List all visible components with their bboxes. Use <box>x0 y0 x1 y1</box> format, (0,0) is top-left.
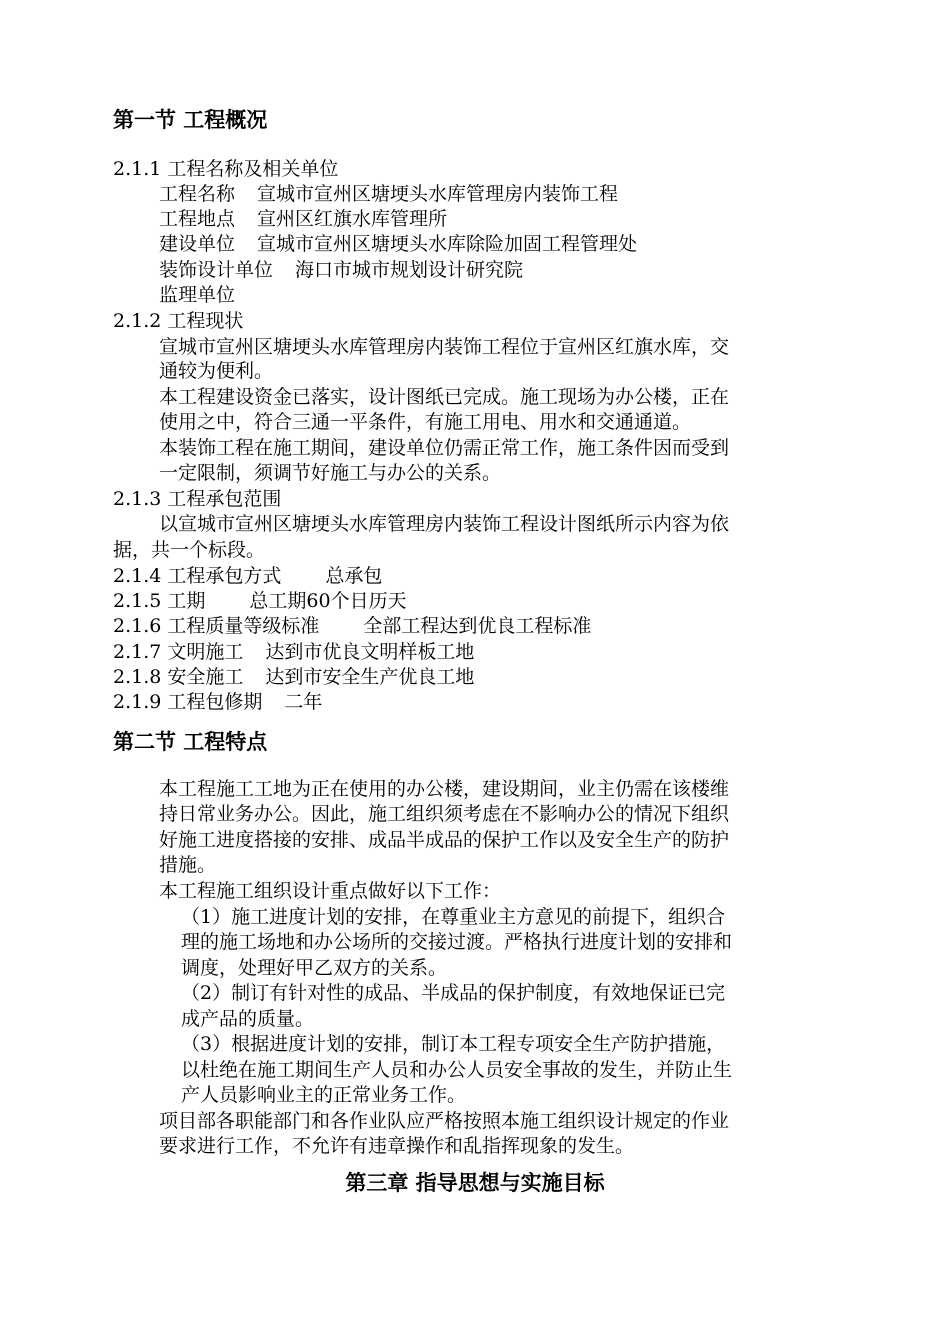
item-1-line-3: 调度，处理好甲乙双方的关系。 <box>181 957 448 979</box>
civilized-label: 2.1.7 文明施工 <box>113 641 244 663</box>
scope-para-line-2: 据，共一个标段。 <box>113 539 266 561</box>
contract-mode-label: 2.1.4 工程承包方式 <box>113 565 282 587</box>
safety-label: 2.1.8 安全施工 <box>113 666 244 688</box>
project-name-row <box>159 182 618 206</box>
scope-para-line-1: 以宣城市宣州区塘埂头水库管理房内装饰工程设计图纸所示内容为依 <box>159 513 730 535</box>
quality-label: 2.1.6 工程质量等级标准 <box>113 615 320 637</box>
status-para-2-line-2: 使用之中，符合三通一平条件，有施工用电、用水和交通通道。 <box>159 411 692 433</box>
status-para-3-line-1: 本装饰工程在施工期间，建设单位仍需正常工作，施工条件因而受到 <box>159 437 730 459</box>
contract-mode-value: 总承包 <box>325 565 383 587</box>
item-1-line-2: 理的施工场地和办公场所的交接过渡。严格执行进度计划的安排和 <box>181 931 733 953</box>
subsection-2-1-3: 2.1.3 工程承包范围 <box>113 488 282 510</box>
requirement-para-line-2: 要求进行工作，不允许有违章操作和乱指挥现象的发生。 <box>159 1135 635 1157</box>
subsection-2-1-6 <box>113 614 591 638</box>
item-3-line-2: 以杜绝在施工期间生产人员和办公人员安全事故的发生，并防止生 <box>181 1059 733 1081</box>
owner-label: 建设单位 <box>159 233 236 255</box>
subsection-2-1-1: 2.1.1 工程名称及相关单位 <box>113 158 339 180</box>
item-3-line-3: 产人员影响业主的正常业务工作。 <box>181 1084 467 1106</box>
safety-value: 达到市安全生产优良工地 <box>265 666 475 688</box>
quality-value: 全部工程达到优良工程标准 <box>363 615 592 637</box>
subsection-2-1-8 <box>113 665 474 689</box>
status-para-2-line-1: 本工程建设资金已落实，设计图纸已完成。施工现场为办公楼，正在 <box>159 386 730 408</box>
designer-label: 装饰设计单位 <box>159 259 274 281</box>
key-work-intro: 本工程施工组织设计重点做好以下工作： <box>159 880 502 902</box>
subsection-2-1-2: 2.1.2 工程现状 <box>113 310 244 332</box>
subsection-2-1-5 <box>113 589 407 613</box>
duration-value: 总工期60个日历天 <box>249 590 407 612</box>
item-1-line-1: （1）施工进度计划的安排，在尊重业主方意见的前提下，组织合 <box>181 906 726 928</box>
warranty-label: 2.1.9 工程包修期 <box>113 691 263 713</box>
project-name-value: 宣城市宣州区塘埂头水库管理房内装饰工程 <box>257 183 619 205</box>
section-1-heading: 第一节 工程概况 <box>113 108 268 132</box>
project-site-value: 宣州区红旗水库管理所 <box>257 208 448 230</box>
status-para-1-line-1: 宣城市宣州区塘埂头水库管理房内装饰工程位于宣州区红旗水库，交 <box>159 336 730 358</box>
section-2-heading: 第二节 工程特点 <box>113 730 268 754</box>
designer-row <box>159 258 523 282</box>
features-para-line-1: 本工程施工工地为正在使用的办公楼，建设期间，业主仍需在该楼维 <box>159 778 730 800</box>
subsection-2-1-4 <box>113 564 382 588</box>
subsection-2-1-9 <box>113 690 322 714</box>
features-para-line-3: 好施工进度搭接的安排、成品半成品的保护工作以及安全生产的防护 <box>159 829 730 851</box>
subsection-2-1-7 <box>113 640 474 664</box>
duration-label: 2.1.5 工期 <box>113 590 206 612</box>
supervisor-label: 监理单位 <box>159 284 236 306</box>
chapter-3-heading: 第三章 指导思想与实施目标 <box>345 1171 605 1195</box>
warranty-value: 二年 <box>284 691 323 713</box>
requirement-para-line-1: 项目部各职能部门和各作业队应严格按照本施工组织设计规定的作业 <box>159 1110 730 1132</box>
project-site-row <box>159 207 447 231</box>
item-2-line-1: （2）制订有针对性的成品、半成品的保护制度，有效地保证已完 <box>181 982 726 1004</box>
item-2-line-2: 成产品的质量。 <box>181 1008 315 1030</box>
features-para-line-2: 持日常业务办公。因此，施工组织须考虑在不影响办公的情况下组织 <box>159 803 730 825</box>
status-para-1-line-2: 通较为便利。 <box>159 360 274 382</box>
item-3-line-1: （3）根据进度计划的安排，制订本工程专项安全生产防护措施， <box>181 1033 726 1055</box>
status-para-3-line-2: 一定限制，须调节好施工与办公的关系。 <box>159 462 502 484</box>
project-name-label: 工程名称 <box>159 183 236 205</box>
designer-value: 海口市城市规划设计研究院 <box>295 259 524 281</box>
features-para-line-4: 措施。 <box>159 854 217 876</box>
civilized-value: 达到市优良文明样板工地 <box>265 641 475 663</box>
owner-row <box>159 232 637 256</box>
project-site-label: 工程地点 <box>159 208 236 230</box>
owner-value: 宣城市宣州区塘埂头水库除险加固工程管理处 <box>257 233 638 255</box>
